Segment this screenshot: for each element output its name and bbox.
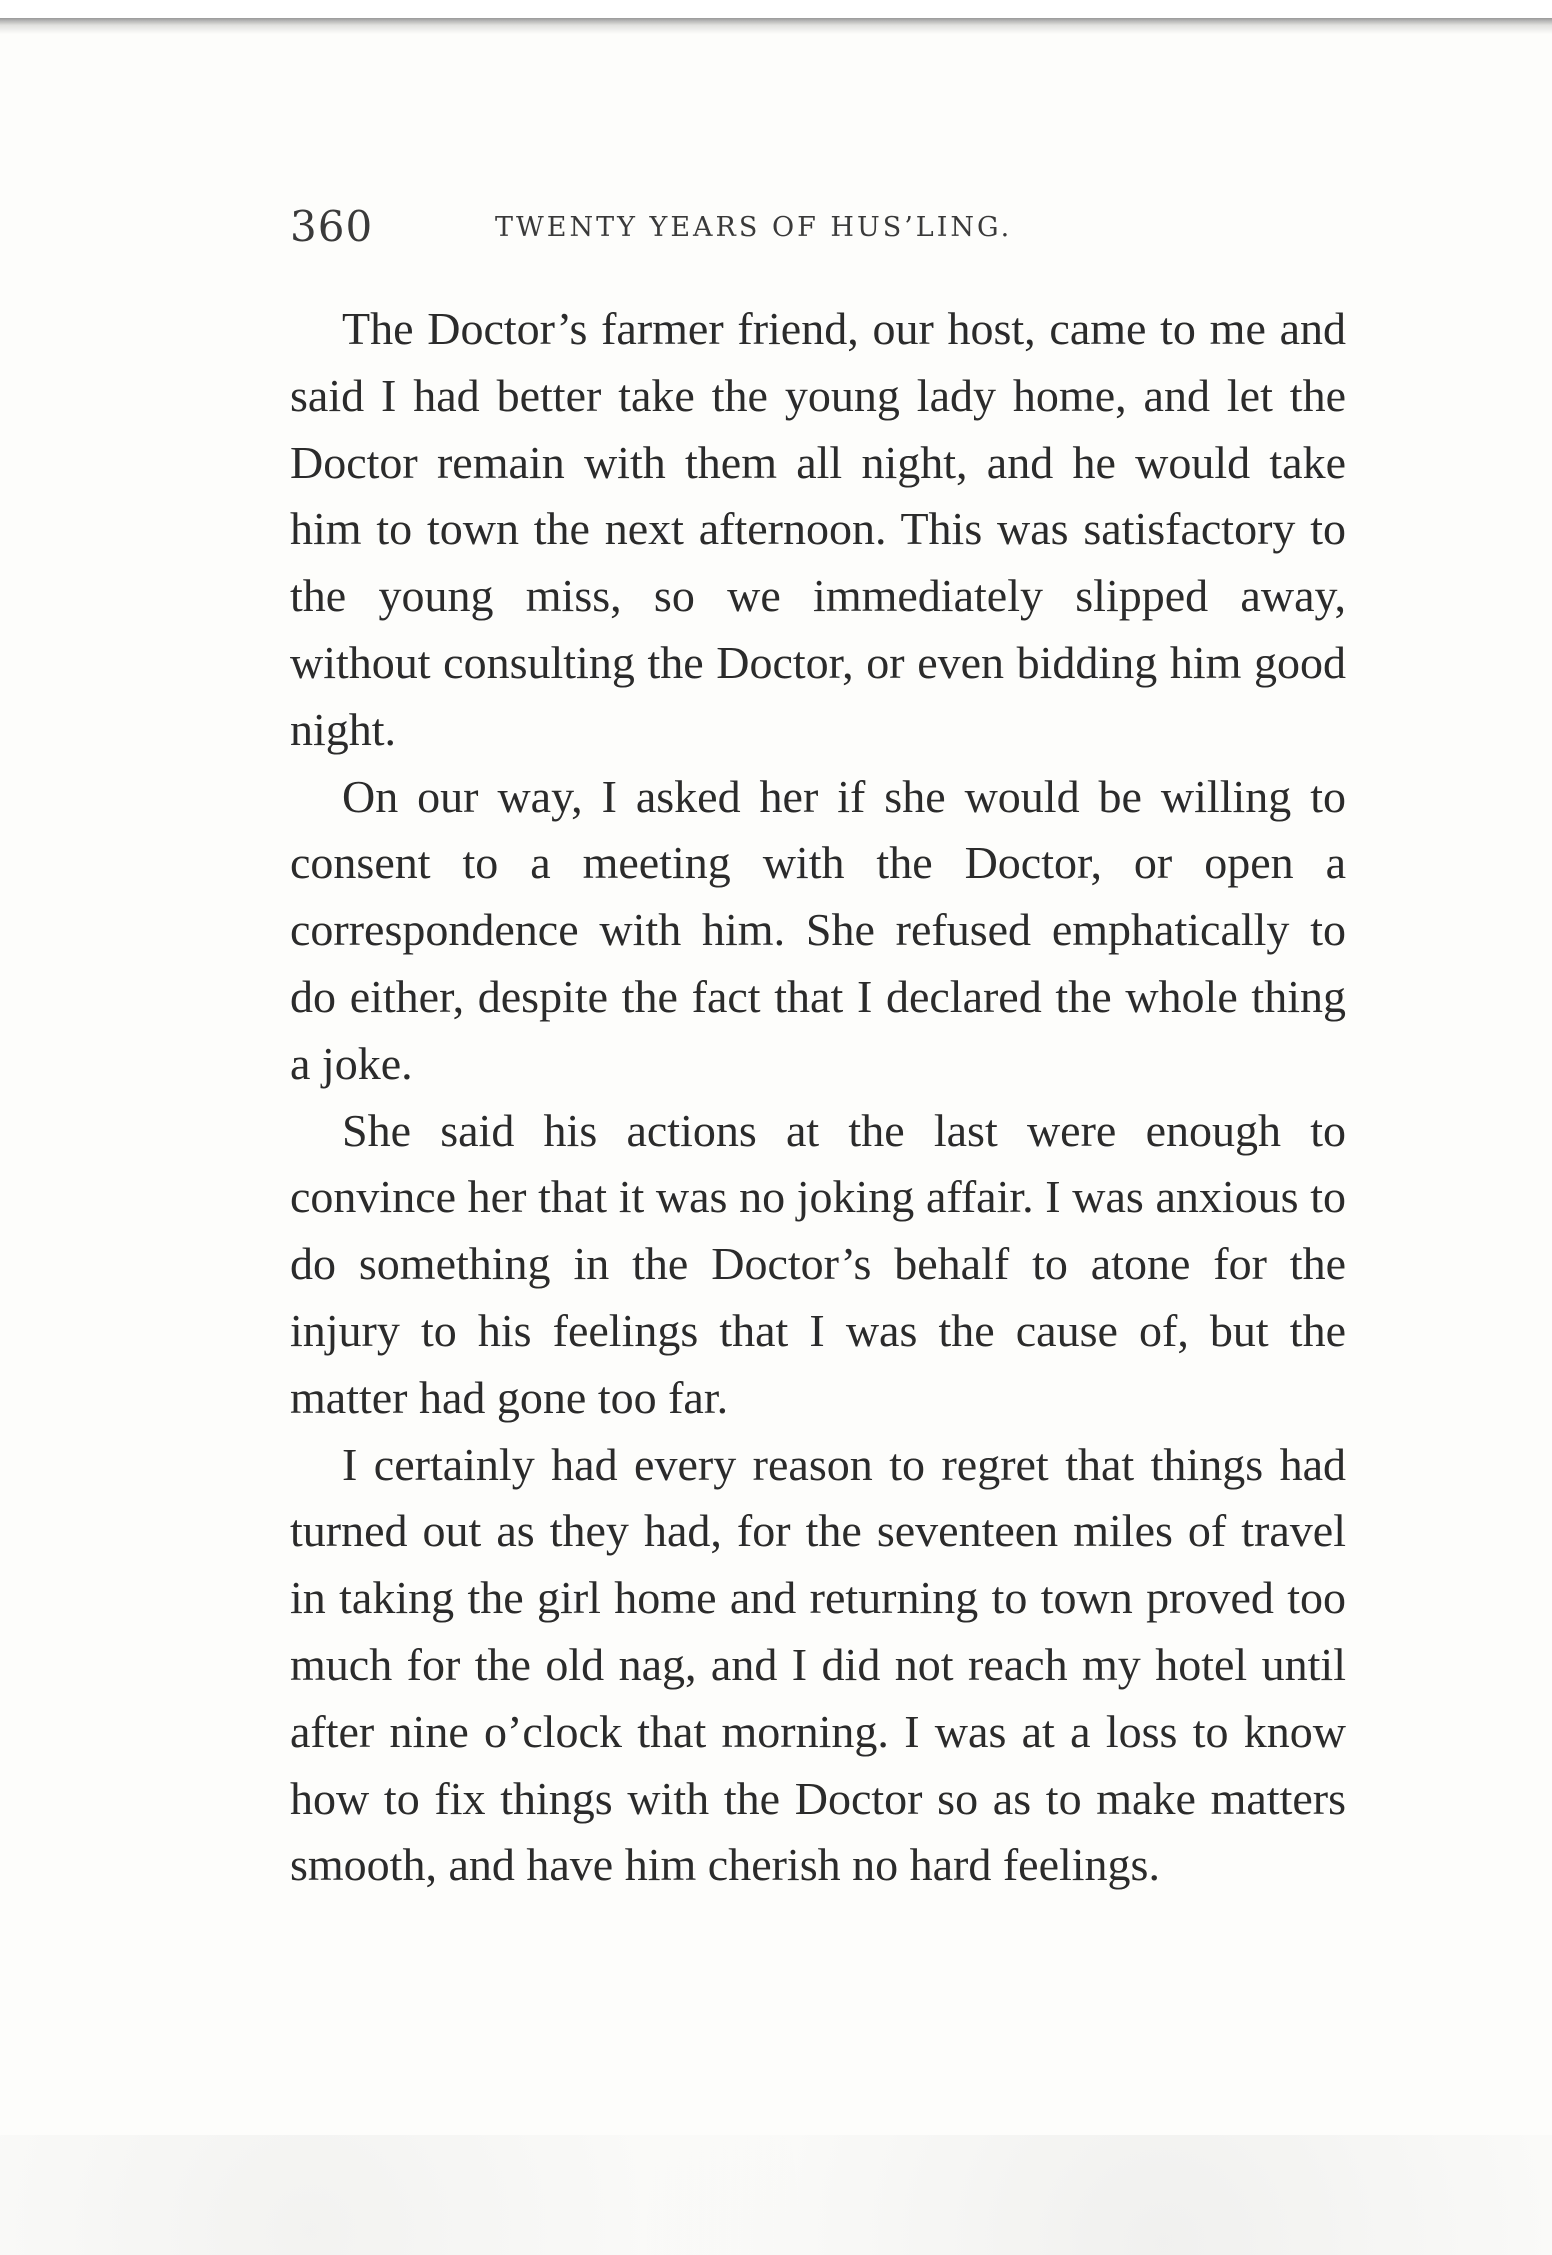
body-text bbox=[290, 296, 1346, 1899]
page-scan-edge bbox=[0, 18, 1552, 34]
paragraph: I certainly had every reason to regret that things had turned out as they had, for the seventeen miles of travel in taking the girl home and returning to town proved too much for the old nag, and I did not reach my hotel until after nine o’clock that morning. I was at a loss to know how to fix things with the Doctor so as to make matters smooth, and have him cherish no hard feelings. bbox=[290, 1438, 1346, 1891]
page-bottom-texture bbox=[0, 2135, 1552, 2255]
paragraph: She said his actions at the last were enough to convince her that it was no joking affair. I was anxious to do something in the Doctor’s behalf to atone for the injury to his feelings that I was the cause of, but the matter had gone too far. bbox=[290, 1104, 1346, 1423]
page-number: 360 bbox=[290, 202, 374, 251]
running-title: TWENTY YEARS OF HUS’LING. bbox=[495, 212, 1013, 243]
paragraph: On our way, I asked her if she would be willing to consent to a meeting with the Doctor, or open a correspondence with him. She refused emphatically to do either, despite the fact that I declared the whole thing a joke. bbox=[290, 770, 1346, 1089]
paragraph: The Doctor’s farmer friend, our host, came to me and said I had better take the young lady home, and let the Doctor remain with them all night, and he would take him to town the next afternoon. This was satisfactory to the young miss, so we immediately slipped away, without consulting the Doctor, or even bidding him good night. bbox=[290, 303, 1346, 755]
page-header bbox=[290, 202, 1290, 262]
